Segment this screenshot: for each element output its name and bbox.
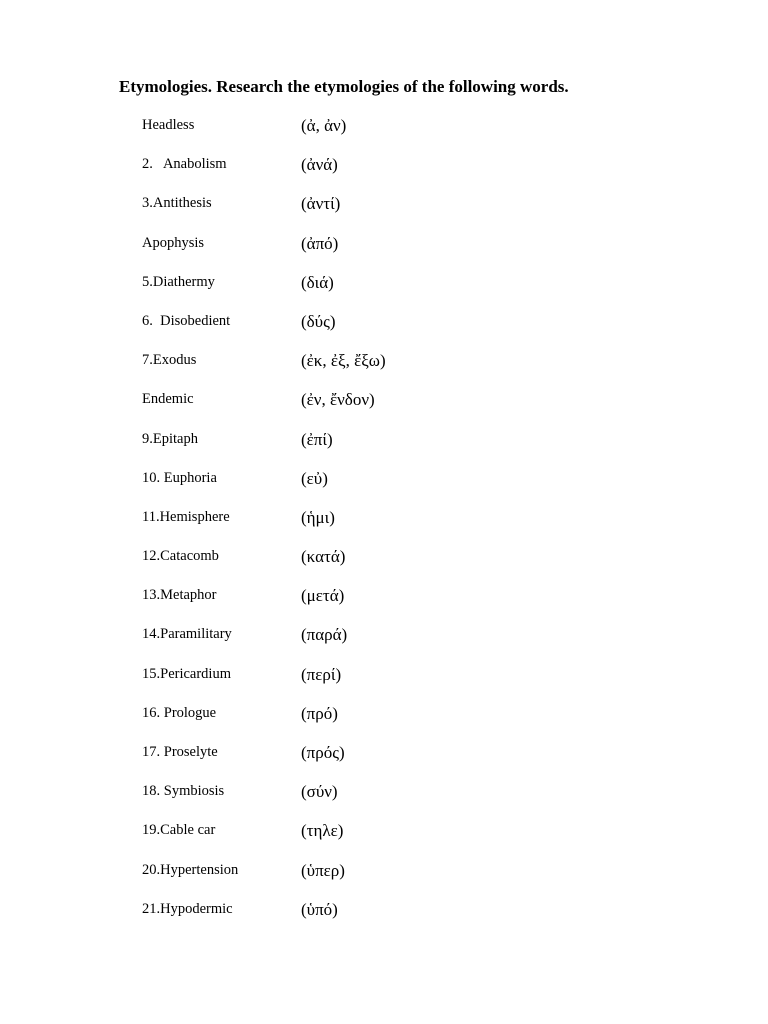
list-item xyxy=(0,430,768,469)
word-label: 16. Prologue xyxy=(142,704,217,721)
word-label: 20.Hypertension xyxy=(142,861,239,878)
word-label: 21.Hypodermic xyxy=(142,900,233,917)
word-label: 7.Exodus xyxy=(142,352,197,369)
word-label: 5.Diathermy xyxy=(142,273,215,290)
greek-root: (δύς) xyxy=(301,311,336,331)
greek-root: (ὑπερ) xyxy=(301,860,345,880)
greek-root: (περί) xyxy=(301,664,342,684)
word-label: Endemic xyxy=(142,391,194,408)
word-label: 13.Metaphor xyxy=(142,587,217,604)
word-label: 17. Proselyte xyxy=(142,744,218,760)
list-item xyxy=(0,116,768,155)
greek-root: (κατά) xyxy=(301,547,346,567)
list-item xyxy=(0,743,768,782)
list-item xyxy=(0,586,768,625)
list-item xyxy=(0,861,768,900)
list-item xyxy=(0,351,768,390)
word-label: 14.Paramilitary xyxy=(142,626,232,643)
greek-root: (ἀντί) xyxy=(301,194,341,214)
greek-root: (ἐν, ἔνδον) xyxy=(301,390,375,410)
list-item xyxy=(0,782,768,821)
greek-root: (πρό) xyxy=(301,703,338,723)
greek-root: (ἀ, ἀν) xyxy=(301,116,347,135)
list-item xyxy=(0,508,768,547)
word-label: 6. Disobedient xyxy=(142,312,231,329)
greek-root: (σύν) xyxy=(301,782,338,802)
word-label: Apophysis xyxy=(142,234,205,251)
word-label: 12.Catacomb xyxy=(142,548,219,565)
list-item xyxy=(0,234,768,273)
greek-root: (ἀπό) xyxy=(301,233,339,253)
greek-root: (παρά) xyxy=(301,625,348,645)
list-item xyxy=(0,469,768,508)
greek-root: (ἐκ, ἐξ, ἔξω) xyxy=(301,351,386,371)
greek-root: (ἀνά) xyxy=(301,155,338,175)
word-label: 3.Antithesis xyxy=(142,195,212,212)
list-item xyxy=(0,900,768,939)
greek-root: (ἐπί) xyxy=(301,429,333,449)
list-item xyxy=(0,390,768,429)
word-label: 18. Symbiosis xyxy=(142,783,225,800)
list-item xyxy=(0,155,768,194)
greek-root: (ὑπό) xyxy=(301,899,338,919)
list-item xyxy=(0,273,768,312)
word-label: 2. Anabolism xyxy=(142,156,227,173)
list-item xyxy=(0,312,768,351)
list-item xyxy=(0,821,768,860)
word-label: 11.Hemisphere xyxy=(142,508,230,525)
word-label: 10. Euphoria xyxy=(142,469,217,486)
greek-root: (πρός) xyxy=(301,743,345,762)
greek-root: (ἡμι) xyxy=(301,507,335,527)
greek-root: (εὐ) xyxy=(301,468,328,488)
page-title: Etymologies. Research the etymologies of the following words. xyxy=(119,77,569,96)
etymology-list xyxy=(0,116,768,939)
list-item xyxy=(0,665,768,704)
word-label: 19.Cable car xyxy=(142,822,216,839)
list-item xyxy=(0,625,768,664)
greek-root: (διά) xyxy=(301,272,334,292)
list-item xyxy=(0,704,768,743)
word-label: 15.Pericardium xyxy=(142,665,231,682)
greek-root: (τηλε) xyxy=(301,821,344,841)
list-item xyxy=(0,194,768,233)
word-label: Headless xyxy=(142,117,195,133)
greek-root: (μετά) xyxy=(301,586,345,606)
list-item xyxy=(0,547,768,586)
word-label: 9.Epitaph xyxy=(142,430,198,447)
